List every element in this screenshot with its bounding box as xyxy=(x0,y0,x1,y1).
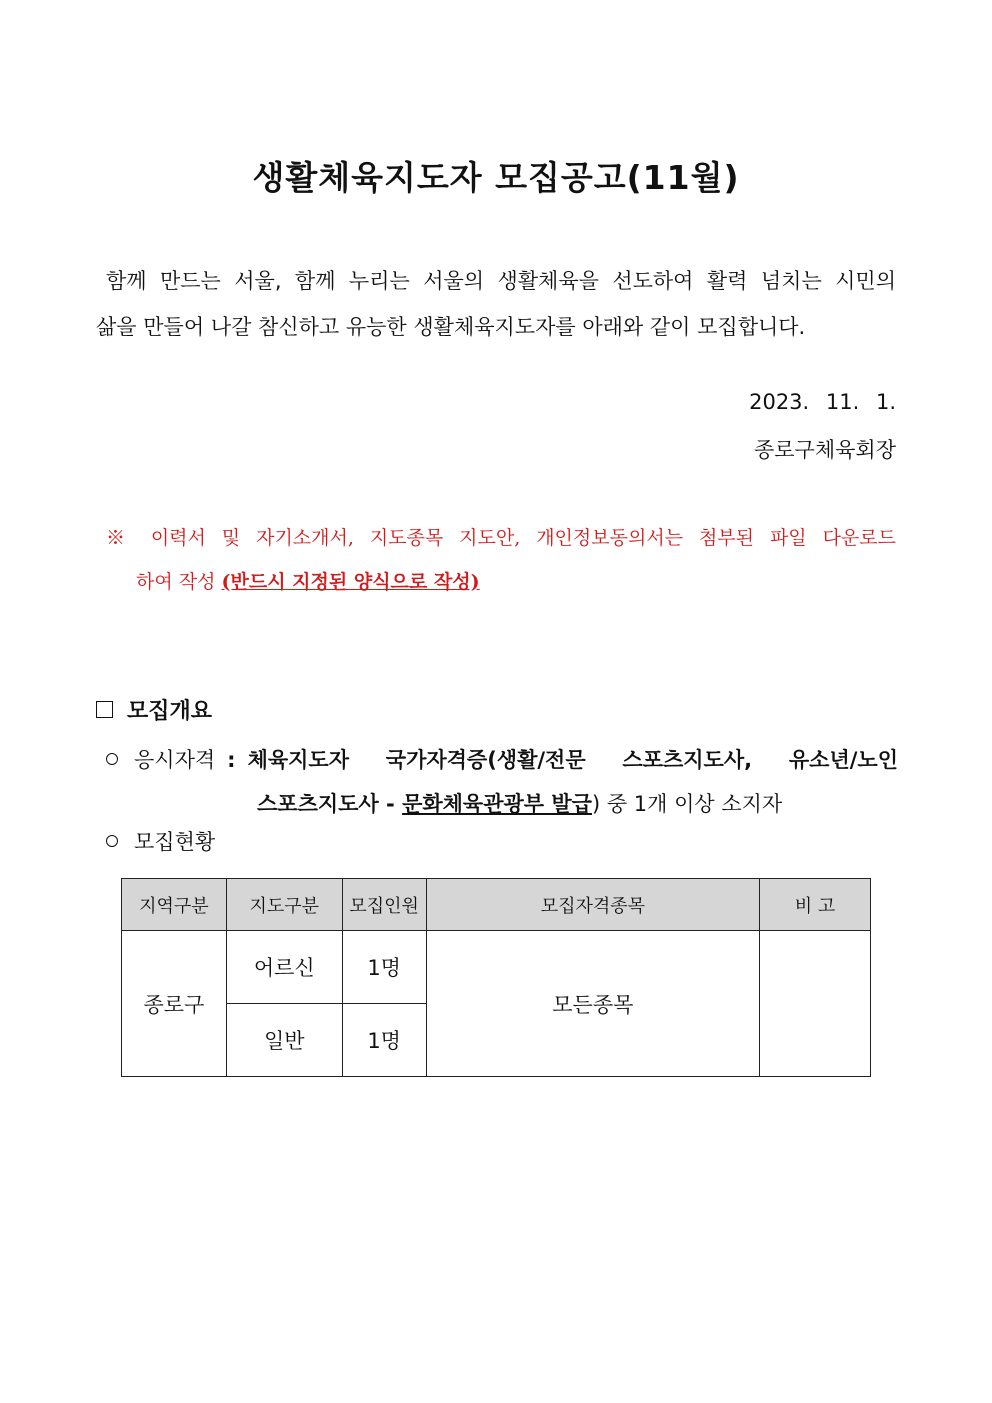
circle-bullet-icon xyxy=(106,753,118,765)
section-heading xyxy=(96,694,212,725)
cell-type: 일반 xyxy=(226,1004,342,1077)
announcement-date: 2023. 11. 1. xyxy=(749,390,896,414)
cell-count: 1명 xyxy=(342,1004,426,1077)
qualification-issuer: 문화체육관광부 발급 xyxy=(402,792,592,816)
notice-line-1: ※ 이력서 및 자기소개서, 지도종목 지도안, 개인정보동의서는 첨부된 파일 다운로드 xyxy=(106,527,896,549)
notice xyxy=(106,516,896,604)
status-item xyxy=(106,826,215,856)
intro-line-2: 삶을 만들어 나갈 참신하고 유능한 생활체육지도자를 아래와 같이 모집합니다. xyxy=(96,315,806,339)
cell-region: 종로구 xyxy=(122,931,227,1077)
recruitment-table xyxy=(121,878,871,1077)
intro-paragraph xyxy=(96,258,896,350)
square-bullet-icon xyxy=(96,701,113,718)
cell-type: 어르신 xyxy=(226,931,342,1004)
qualification-line-1: 체육지도자 국가자격증(생활/전문 스포츠지도사, 유소년/노인 xyxy=(247,748,898,772)
qualification-item xyxy=(106,738,898,826)
table-header-row xyxy=(122,879,871,931)
notice-line-2 xyxy=(106,560,896,604)
header-remarks: 비 고 xyxy=(760,879,871,931)
organization-name: 종로구체육회장 xyxy=(753,438,896,462)
qualification-colon: : xyxy=(227,748,236,772)
cell-count: 1명 xyxy=(342,931,426,1004)
notice-line-2-prefix: 하여 작성 xyxy=(136,571,222,593)
header-type: 지도구분 xyxy=(226,879,342,931)
qualification-line-2-prefix: 스포츠지도사 - xyxy=(257,792,403,816)
qualification-line-2-suffix: ) 중 1개 이상 소지자 xyxy=(591,792,783,816)
circle-bullet-icon xyxy=(106,835,118,847)
section-heading-text: 모집개요 xyxy=(127,699,213,724)
header-sports: 모집자격종목 xyxy=(426,879,760,931)
header-count: 모집인원 xyxy=(342,879,426,931)
cell-sports: 모든종목 xyxy=(426,931,760,1077)
qualification-label: 응시자격 xyxy=(134,748,216,772)
notice-emphasis: (반드시 지정된 양식으로 작성) xyxy=(221,571,480,593)
header-region: 지역구분 xyxy=(122,879,227,931)
status-label: 모집현황 xyxy=(134,830,216,854)
page-title: 생활체육지도자 모집공고(11월) xyxy=(252,158,740,197)
qualification-line-2 xyxy=(106,782,898,826)
cell-remarks xyxy=(760,931,871,1077)
table-row xyxy=(122,931,871,1004)
intro-line-1: 함께 만드는 서울, 함께 누리는 서울의 생활체육을 선도하여 활력 넘치는 시민의 xyxy=(106,269,896,293)
